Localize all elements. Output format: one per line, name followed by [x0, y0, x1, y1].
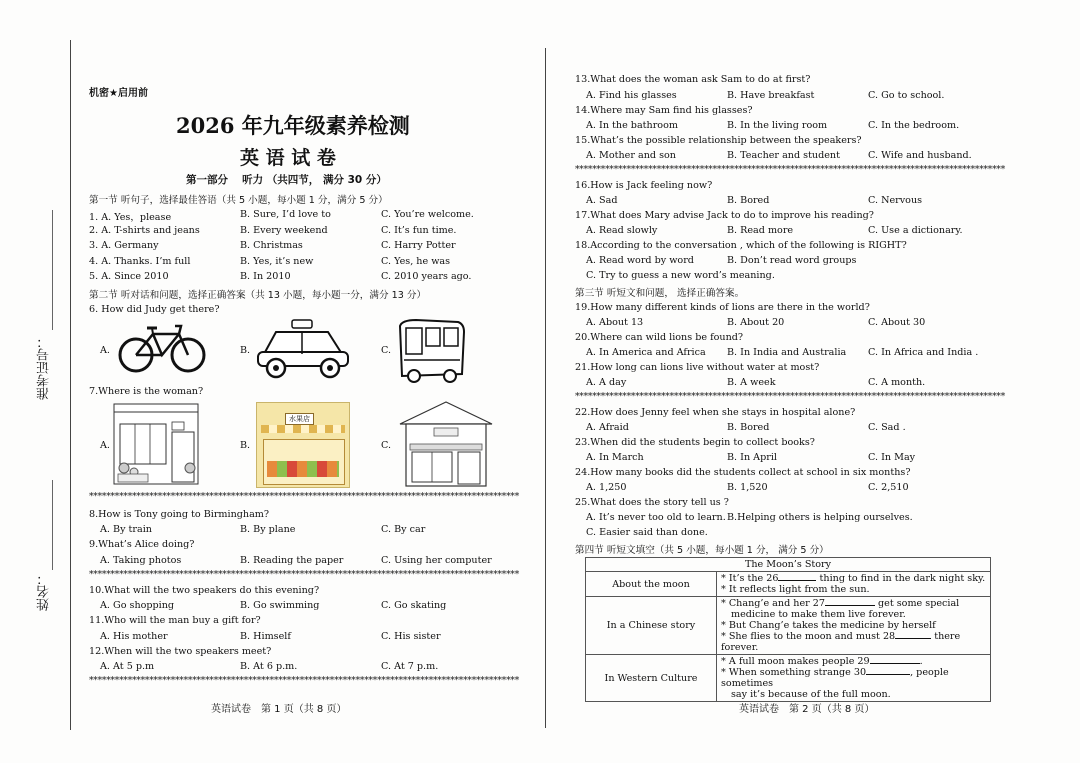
blank-27[interactable]: [825, 605, 875, 606]
q16-option-b: B. Bored: [727, 195, 770, 206]
q24-option-b: B. 1,520: [727, 482, 768, 493]
table-row: [586, 655, 991, 702]
q1-option-b: B. Sure, I’d love to: [240, 209, 331, 220]
flower-shop-icon: [110, 402, 202, 486]
q10-stem: 10.What will the two speakers do this evening?: [89, 585, 320, 596]
table-title: The Moon’s Story: [586, 558, 991, 572]
q2-option-c: C. It’s fun time.: [381, 225, 457, 236]
section-one-instructions: 第一节 听句子，选择最佳答语（共 5 小题，每小题 1 分，满分 5 分）: [89, 195, 388, 206]
q20-option-c: C. In Africa and India .: [868, 347, 979, 358]
q25-option-c: C. Easier said than done.: [586, 527, 708, 538]
q12-option-b: B. At 6 p.m.: [240, 661, 298, 672]
row-1-line-1-text: * It’s the 26: [721, 573, 779, 584]
q9-option-c: C. Using her computer: [381, 555, 492, 566]
row-2-line-4-tail: there forever.: [721, 631, 961, 653]
q22-option-b: B. Bored: [727, 422, 770, 433]
q3-option-a: 3. A. Germany: [89, 240, 159, 251]
q20-option-a: A. In America and Africa: [586, 347, 706, 358]
section-three-instructions: 第三节 听短文和问题， 选择正确答案。: [575, 288, 745, 299]
divider-stars-4: ****************************************************************************************************: [575, 165, 1006, 175]
row-2-line-1-tail: get some special: [874, 598, 960, 609]
q10-option-a: A. Go shopping: [100, 600, 175, 611]
q12-option-a: A. At 5 p.m: [100, 661, 155, 672]
q21-stem: 21.How long can lions live without water at most?: [575, 362, 820, 373]
q5-option-b: B. In 2010: [240, 271, 291, 282]
q14-stem: 14.Where may Sam find his glasses?: [575, 105, 753, 116]
q1-option-c: C. You’re welcome.: [381, 209, 474, 220]
q15-option-b: B. Teacher and student: [727, 150, 840, 161]
q8-stem: 8.How is Tony going to Birmingham?: [89, 509, 270, 520]
table-row: [586, 597, 991, 655]
blank-29[interactable]: [870, 663, 920, 664]
center-fold-line: [545, 48, 546, 728]
side-exam-number-label: 准考证号：: [37, 335, 52, 400]
divider-stars-1: ****************************************************************************************************: [89, 492, 520, 502]
blank-28[interactable]: [895, 638, 931, 639]
q4-option-b: B. Yes, it’s new: [240, 256, 314, 267]
row-2-line-3: * But Chang’e takes the medicine by herself: [721, 620, 936, 631]
fruit-shop-picture: [256, 402, 350, 488]
q18-option-c: C. Try to guess a new word’s meaning.: [586, 270, 775, 281]
q24-option-c: C. 2,510: [868, 482, 909, 493]
exam-title: 2026 年九年级素养检测: [176, 113, 410, 138]
q25-option-a: A. It’s never too old to learn.: [586, 512, 726, 523]
q14-option-c: C. In the bedroom.: [868, 120, 960, 131]
q22-option-a: A. Afraid: [586, 422, 629, 433]
q19-option-b: B. About 20: [727, 317, 785, 328]
q17-stem: 17.What does Mary advise Jack to do to improve his reading?: [575, 210, 874, 221]
q7-label-b: B.: [240, 440, 251, 451]
q8-option-a: A. By train: [100, 524, 152, 535]
q15-option-a: A. Mother and son: [586, 150, 676, 161]
q25-option-b: B.Helping others is helping ourselves.: [727, 512, 913, 523]
q13-option-a: A. Find his glasses: [586, 90, 677, 101]
q8-option-b: B. By plane: [240, 524, 296, 535]
divider-stars-5: ****************************************************************************************************: [575, 392, 1006, 402]
blank-30[interactable]: [866, 674, 910, 675]
q23-option-a: A. In March: [586, 452, 644, 463]
part-one-heading: 第一部分 听力 （共四节， 满分 30 分）: [186, 174, 387, 186]
q6-label-b: B.: [240, 345, 251, 356]
q5-option-a: 5. A. Since 2010: [89, 271, 169, 282]
q8-option-c: C. By car: [381, 524, 426, 535]
fruit-crates: [267, 461, 339, 477]
q18-option-a: A. Read word by word: [586, 255, 694, 266]
q16-option-a: A. Sad: [586, 195, 618, 206]
q13-option-b: B. Have breakfast: [727, 90, 815, 101]
bicycle-icon: [117, 322, 207, 374]
q18-option-b: B. Don’t read word groups: [727, 255, 857, 266]
page-1-footer: 英语试卷 第 1 页（共 8 页）: [211, 704, 347, 715]
divider-stars-2: ****************************************************************************************************: [89, 570, 520, 580]
q2-option-a: 2. A. T-shirts and jeans: [89, 225, 200, 236]
row-3-line-1-text: * A full moon makes people 29: [721, 656, 870, 667]
q4-option-c: C. Yes, he was: [381, 256, 451, 267]
moon-story-table: [585, 557, 991, 702]
q17-option-c: C. Use a dictionary.: [868, 225, 963, 236]
q20-option-b: B. In India and Australia: [727, 347, 847, 358]
section-two-instructions: 第二节 听对话和问题，选择正确答案（共 13 小题，每小题一分，满分 13 分）: [89, 290, 427, 301]
shop-building-icon: [398, 400, 494, 488]
row-2-line-1-text: * Chang’e and her 27: [721, 598, 825, 609]
q10-option-b: B. Go swimming: [240, 600, 320, 611]
q18-stem: 18.According to the conversation , which of the following is RIGHT?: [575, 240, 907, 251]
q13-option-c: C. Go to school.: [868, 90, 945, 101]
q4-option-a: 4. A. Thanks. I’m full: [89, 256, 191, 267]
q19-option-c: C. About 30: [868, 317, 926, 328]
q6-stem: 6. How did Judy get there?: [89, 304, 220, 315]
q16-option-c: C. Nervous: [868, 195, 923, 206]
row-1-content: [717, 572, 991, 597]
q11-option-c: C. His sister: [381, 631, 441, 642]
fruit-shop-awning: [261, 425, 345, 433]
q19-stem: 19.How many different kinds of lions are there in the world?: [575, 302, 870, 313]
q17-option-a: A. Read slowly: [586, 225, 658, 236]
q5-option-c: C. 2010 years ago.: [381, 271, 472, 282]
q7-label-a: A.: [100, 440, 110, 451]
q1-option-a: 1. A. Yes，please: [89, 212, 172, 223]
table-title-row: [586, 558, 991, 572]
q11-option-a: A. His mother: [100, 631, 168, 642]
q23-option-c: C. In May: [868, 452, 916, 463]
row-3-line-2-text: * When something strange 30: [721, 667, 867, 678]
side-name-line: [52, 480, 53, 570]
q9-option-a: A. Taking photos: [100, 555, 182, 566]
section-four-instructions: 第四节 听短文填空（共 5 小题，每小题 1 分， 满分 5 分）: [575, 545, 829, 556]
q6-label-a: A.: [100, 345, 110, 356]
q24-option-a: A. 1,250: [586, 482, 627, 493]
q3-option-c: C. Harry Potter: [381, 240, 456, 251]
q12-option-c: C. At 7 p.m.: [381, 661, 439, 672]
row-2-line-2: medicine to make them live forever.: [731, 609, 906, 620]
q21-option-b: B. A week: [727, 377, 776, 388]
q21-option-a: A. A day: [586, 377, 627, 388]
row-1-heading: About the moon: [586, 572, 717, 597]
q14-option-a: A. In the bathroom: [586, 120, 678, 131]
table-row: [586, 572, 991, 597]
left-margin-line: [70, 40, 71, 730]
q15-option-c: C. Wife and husband.: [868, 150, 972, 161]
q21-option-c: C. A month.: [868, 377, 926, 388]
q11-stem: 11.Who will the man buy a gift for?: [89, 615, 261, 626]
q9-option-b: B. Reading the paper: [240, 555, 344, 566]
q16-stem: 16.How is Jack feeling now?: [575, 180, 713, 191]
taxi-icon: [254, 318, 352, 380]
q12-stem: 12.When will the two speakers meet?: [89, 646, 272, 657]
blank-26[interactable]: [778, 580, 816, 581]
q17-option-b: B. Read more: [727, 225, 794, 236]
bus-icon: [396, 318, 466, 384]
q3-option-b: B. Christmas: [240, 240, 303, 251]
row-1-line-1-tail: thing to find in the dark night sky.: [816, 573, 986, 584]
q2-option-b: B. Every weekend: [240, 225, 328, 236]
q7-label-c: C.: [381, 440, 392, 451]
row-2-heading: In a Chinese story: [586, 597, 717, 655]
q6-label-c: C.: [381, 345, 392, 356]
q20-stem: 20.Where can wild lions be found?: [575, 332, 744, 343]
q22-stem: 22.How does Jenny feel when she stays in hospital alone?: [575, 407, 856, 418]
q23-option-b: B. In April: [727, 452, 777, 463]
row-2-content: [717, 597, 991, 655]
q11-option-b: B. Himself: [240, 631, 291, 642]
row-3-line-2-tail: , people sometimes: [721, 667, 949, 689]
confidential-mark: 机密★启用前: [89, 88, 148, 99]
q14-option-b: B. In the living room: [727, 120, 828, 131]
fruit-shop-sign: 水果店: [285, 413, 314, 425]
q13-stem: 13.What does the woman ask Sam to do at first?: [575, 74, 811, 85]
side-exam-number-line: [52, 210, 53, 330]
row-3-content: [717, 655, 991, 702]
q7-stem: 7.Where is the woman?: [89, 386, 204, 397]
q15-stem: 15.What’s the possible relationship between the speakers?: [575, 135, 862, 146]
page-2-footer: 英语试卷 第 2 页（共 8 页）: [739, 704, 875, 715]
q25-stem: 25.What does the story tell us ?: [575, 497, 729, 508]
row-3-line-3: say it’s because of the full moon.: [731, 689, 891, 700]
side-name-label: 姓名：: [37, 572, 52, 611]
divider-stars-3: ****************************************************************************************************: [89, 676, 520, 686]
row-1-line-2: * It reflects light from the sun.: [721, 584, 870, 595]
exam-subtitle: 英 语 试 卷: [240, 147, 336, 169]
q24-stem: 24.How many books did the students collect at school in six months?: [575, 467, 911, 478]
q22-option-c: C. Sad .: [868, 422, 906, 433]
q9-stem: 9.What’s Alice doing?: [89, 539, 195, 550]
row-2-line-4-text: * She flies to the moon and must 28: [721, 631, 896, 642]
q19-option-a: A. About 13: [586, 317, 644, 328]
q23-stem: 23.When did the students begin to collect books?: [575, 437, 815, 448]
row-3-heading: In Western Culture: [586, 655, 717, 702]
q10-option-c: C. Go skating: [381, 600, 447, 611]
row-3-line-1-tail: .: [919, 656, 923, 667]
